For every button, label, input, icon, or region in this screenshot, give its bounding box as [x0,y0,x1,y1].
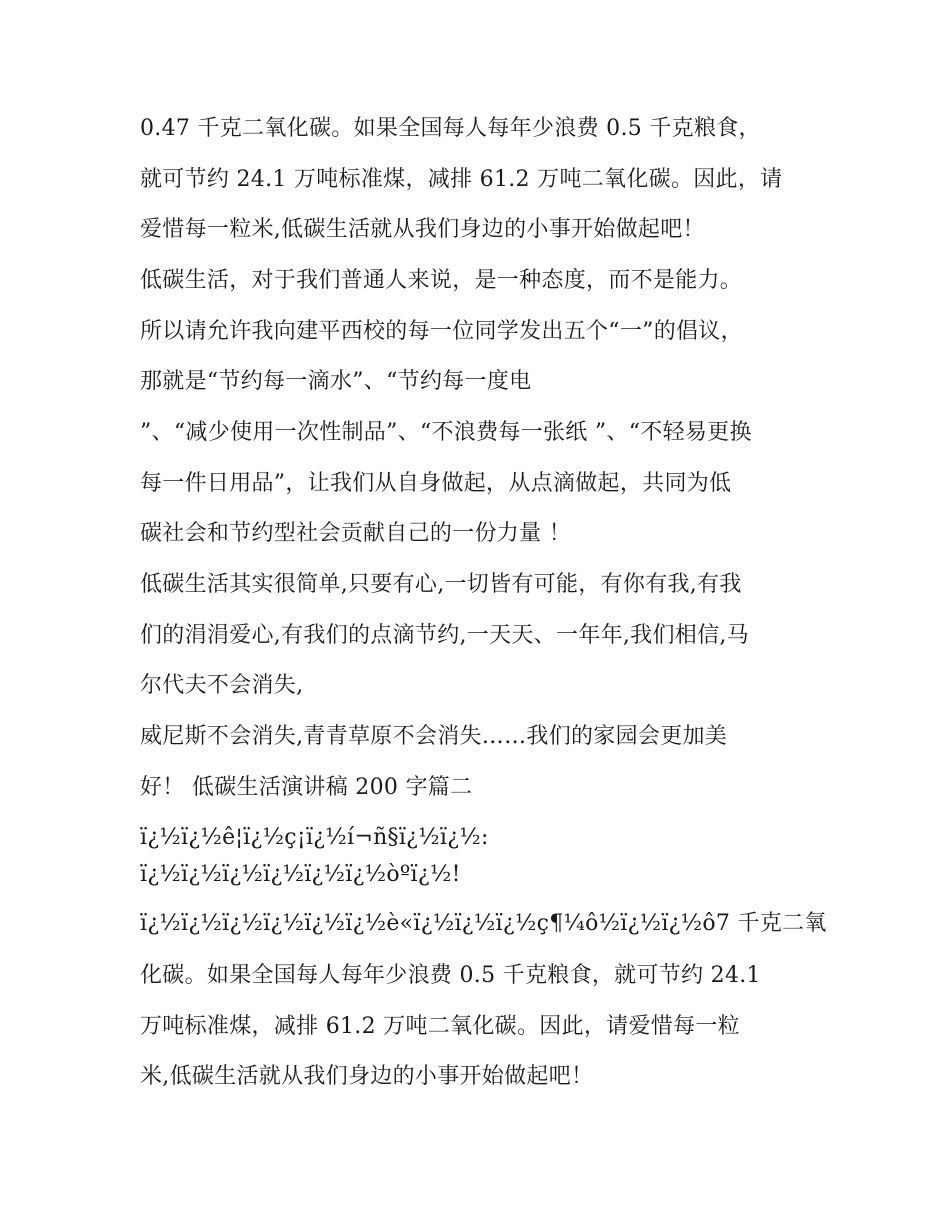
text-line: 威尼斯不会消失,青青草原不会消失……我们的家园会更加美 [140,724,728,749]
text-line: 尔代夫不会消失, [140,673,304,698]
text-line: 那就是“节约每一滴水”、“节约每一度电 [140,369,532,394]
text-line: 低碳生活其实很简单,只要有心,一切皆有可能，有你有我,有我 [140,572,742,597]
text-line: 化碳。如果全国每人每年少浪费 0.5 千克粮食，就可节约 24.1 [140,963,761,988]
text-line: ï¿½ï¿½ï¿½ï¿½ï¿½ï¿½è«ï¿½ï¿½ï¿½ç¶¼ô½ï¿½ï¿½ô7 千克二氧 [140,911,827,936]
text-line: 每一件日用品”，让我们从自身做起，从点滴做起，共同为低 [140,471,732,496]
text-line: 低碳生活，对于我们普通人来说，是一种态度，而不是能力。 [140,268,743,293]
text-line: 碳社会和节约型社会贡献自己的一份力量 ！ [140,521,571,546]
text-line: 所以请允许我向建平西校的每一位同学发出五个“一”的倡议， [140,319,743,344]
text-line: 爱惜每一粒米,低碳生活就从我们身边的小事开始做起吧！ [140,217,705,242]
text-line: 0.47 千克二氧化碳。如果全国每人每年少浪费 0.5 千克粮食， [140,116,761,141]
text-line: 米,低碳生活就从我们身边的小事开始做起吧！ [140,1064,594,1089]
text-line: ”、“减少使用一次性制品”、“不浪费每一张纸 ”、“不轻易更换 [140,420,752,445]
text-line: ï¿½ï¿½ï¿½ï¿½ï¿½ï¿½òºï¿½! [140,862,461,887]
text-line: 就可节约 24.1 万吨标准煤，减排 61.2 万吨二氧化碳。因此，请 [140,167,783,192]
text-line: ï¿½ï¿½ê¦ï¿½ç¡ï¿½í¬ñ§ï¿½ï¿½: [140,825,489,850]
text-line: 好！ 低碳生活演讲稿 200 字篇二 [140,775,473,800]
text-line: 们的涓涓爱心,有我们的点滴节约,一天天、一年年,我们相信,马 [140,623,749,648]
text-line: 万吨标准煤，减排 61.2 万吨二氧化碳。因此，请爱惜每一粒 [140,1014,740,1039]
